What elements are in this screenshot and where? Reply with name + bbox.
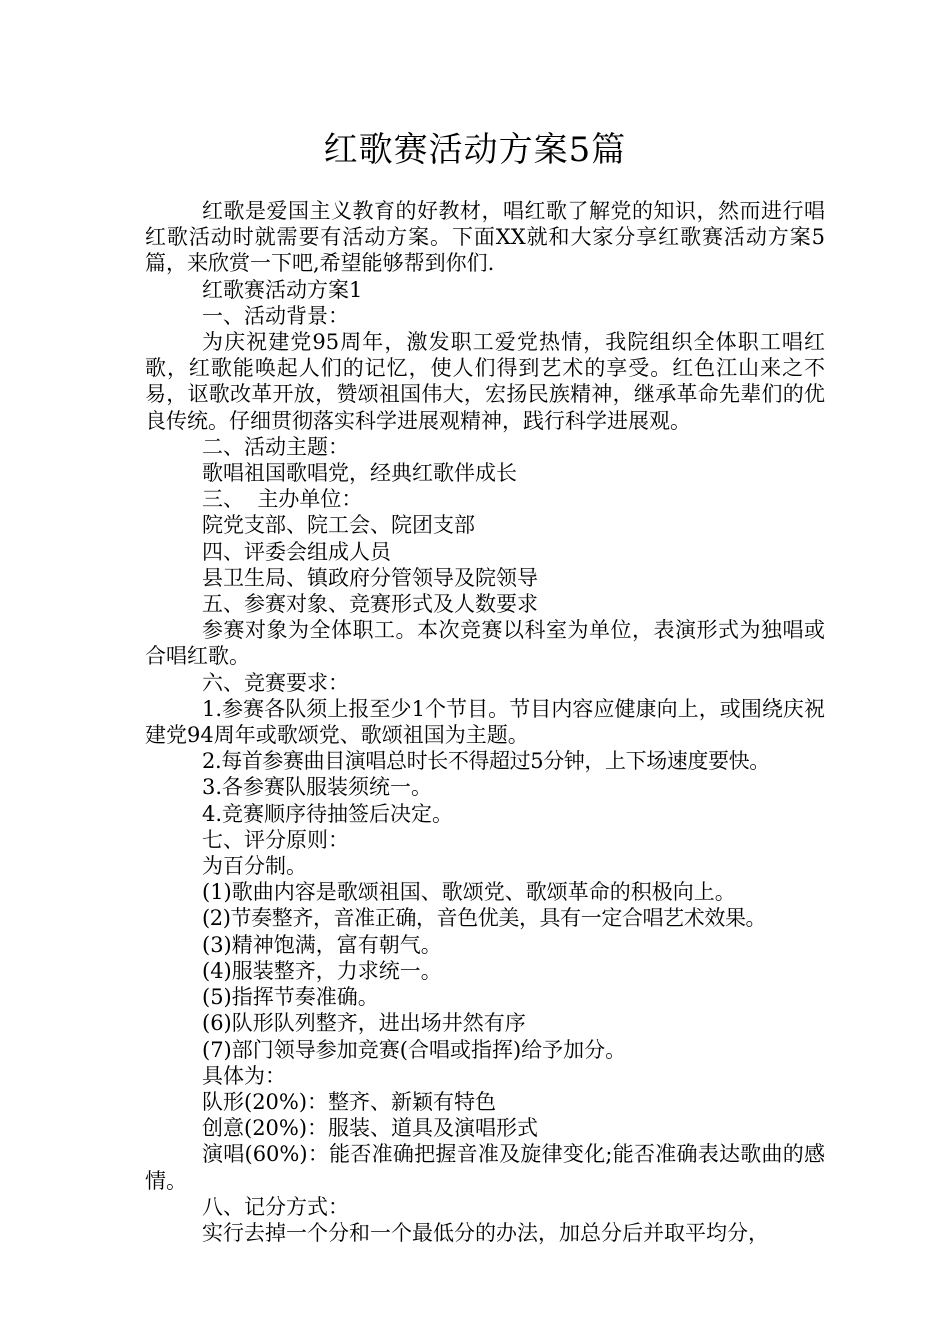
paragraph-section-judges: 四、评委会组成人员 <box>202 539 391 564</box>
paragraph-judges-text: 县卫生局、镇政府分管领导及院领导 <box>202 565 538 590</box>
paragraph-section-theme: 二、活动主题： <box>202 434 349 459</box>
paragraph-tally-text: 实行去掉一个分和一个最低分的办法，加总分后并取平均分， <box>202 1220 769 1245</box>
paragraph-requirement-2: 2.每首参赛曲目演唱总时长不得超过5分钟，上下场速度要快。 <box>202 749 770 774</box>
paragraph-details-heading: 具体为： <box>202 1063 286 1088</box>
paragraph-weight-formation: 队形(20%)：整齐、新颖有特色 <box>202 1089 497 1114</box>
paragraph-theme-text: 歌唱祖国歌唱党，经典红歌伴成长 <box>202 461 517 486</box>
paragraph-requirement-4: 4.竞赛顺序待抽签后决定。 <box>202 801 454 826</box>
paragraph-criterion-2: (2)节奏整齐，音准正确，音色优美，具有一定合唱艺术效果。 <box>202 906 767 931</box>
paragraph-scoring-scale: 为百分制。 <box>202 854 307 879</box>
paragraph-plan-1-heading: 红歌赛活动方案1 <box>202 277 363 302</box>
paragraph-criterion-5: (5)指挥节奏准确。 <box>202 985 379 1010</box>
paragraph-weight-singing: 演唱(60%)：能否准确把握音准及旋律变化;能否准确表达歌曲的感情。 <box>145 1142 825 1193</box>
paragraph-section-requirements: 六、竞赛要求： <box>202 670 349 695</box>
paragraph-organizer-text: 院党支部、院工会、院团支部 <box>202 513 475 538</box>
paragraph-section-organizer: 三、 主办单位： <box>202 487 363 512</box>
paragraph-requirement-1: 1.参赛各队须上报至少1个节目。节目内容应健康向上，或围绕庆祝建党94周年或歌颂党、歌颂祖国为主题。 <box>145 696 825 748</box>
paragraph-criterion-3: (3)精神饱满，富有朝气。 <box>202 932 442 957</box>
document-title: 红歌赛活动方案5篇 <box>323 130 627 170</box>
document-body <box>145 198 825 1246</box>
paragraph-weight-creativity: 创意(20%)：服装、道具及演唱形式 <box>202 1116 539 1141</box>
paragraph-participants-text: 参赛对象为全体职工。本次竞赛以科室为单位，表演形式为独唱或合唱红歌。 <box>145 618 825 669</box>
paragraph-criterion-6: (6)队形队列整齐，进出场井然有序 <box>202 1011 526 1036</box>
paragraph-criterion-1: (1)歌曲内容是歌颂祖国、歌颂党、歌颂革命的积极向上。 <box>202 880 736 905</box>
paragraph-section-scoring: 七、评分原则： <box>202 827 349 852</box>
paragraph-section-tally: 八、记分方式： <box>202 1194 349 1219</box>
paragraph-criterion-7: (7)部门领导参加竞赛(合唱或指挥)给予加分。 <box>202 1037 627 1062</box>
paragraph-section-participants: 五、参赛对象、竞赛形式及人数要求 <box>202 592 538 617</box>
paragraph-intro: 红歌是爱国主义教育的好教材，唱红歌了解党的知识，然而进行唱红歌活动时就需要有活动方案。下面XX就和大家分享红歌赛活动方案5篇，来欣赏一下吧,希望能够帮到你们. <box>145 199 825 276</box>
paragraph-section-background: 一、活动背景： <box>202 303 349 328</box>
paragraph-requirement-3: 3.各参赛队服装须统一。 <box>202 775 433 800</box>
paragraph-criterion-4: (4)服装整齐，力求统一。 <box>202 958 442 983</box>
paragraph-background-text: 为庆祝建党95周年，激发职工爱党热情，我院组织全体职工唱红歌，红歌能唤起人们的记忆，使人们得到艺术的享受。红色江山来之不易，讴歌改革开放，赞颂祖国伟大，宏扬民族精神，继承革命先辈们的优良传统。仔细贯彻落实科学进展观精神，践行科学进展观。 <box>145 330 825 433</box>
